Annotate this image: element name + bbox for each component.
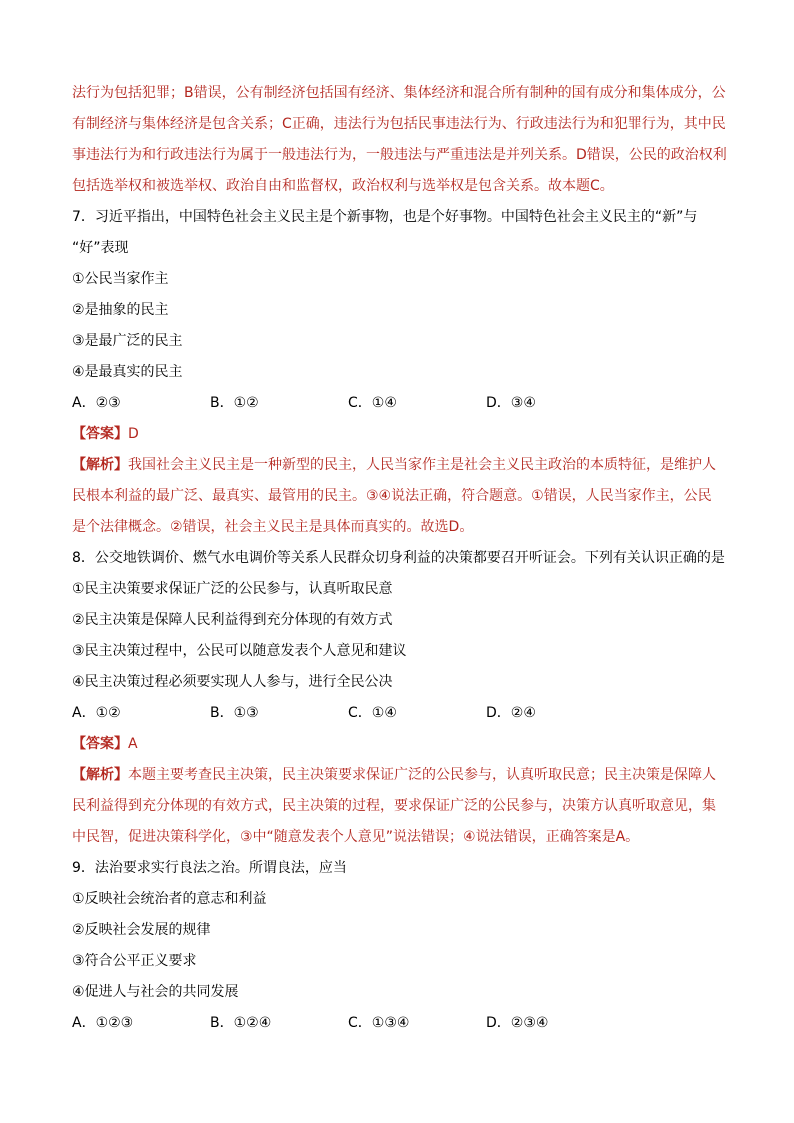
option-a: A．①②③ bbox=[72, 1015, 134, 1031]
option-d: D．②③④ bbox=[486, 1015, 549, 1031]
question-item: ①公民当家作主 bbox=[72, 271, 169, 287]
analysis-tag: 【解析】 bbox=[72, 457, 128, 473]
option-b: B．①②④ bbox=[210, 1015, 272, 1031]
answer-options bbox=[72, 388, 732, 419]
analysis-line: 有制经济与集体经济是包含关系；C正确，违法行为包括民事违法行为、行政违法行为和犯罪行为，其中民 bbox=[72, 116, 726, 132]
option-b: B．①② bbox=[210, 395, 259, 411]
question-item: ④民主决策过程必须要实现人人参与，进行全民公决 bbox=[72, 674, 393, 690]
question-item: ②反映社会发展的规律 bbox=[72, 922, 211, 938]
question-stem: 7．习近平指出，中国特色社会主义民主是个新事物，也是个好事物。中国特色社会主义民主的“新”与 bbox=[72, 209, 698, 225]
option-a: A．②③ bbox=[72, 395, 121, 411]
answer-tag: 【答案】 bbox=[72, 736, 128, 752]
option-d: D．②④ bbox=[486, 705, 536, 721]
question-item: ②民主决策是保障人民利益得到充分体现的有效方式 bbox=[72, 612, 393, 628]
analysis-line: 民根本利益的最广泛、最真实、最管用的民主。③④说法正确，符合题意。①错误，人民当家作主，公民 bbox=[72, 488, 712, 504]
question-item: ③符合公平正义要求 bbox=[72, 953, 197, 969]
answer-tag: 【答案】 bbox=[72, 426, 128, 442]
answer-value: A bbox=[128, 736, 138, 752]
analysis-line: 是个法律概念。②错误，社会主义民主是具体而真实的。故选D。 bbox=[72, 519, 474, 535]
analysis-line: 中民智，促进决策科学化，③中“随意发表个人意见”说法错误；④说法错误，正确答案是A。 bbox=[72, 829, 640, 845]
analysis-line: 包括选举权和被选举权、政治自由和监督权，政治权利与选举权是包含关系。故本题C。 bbox=[72, 178, 614, 194]
option-a: A．①② bbox=[72, 705, 121, 721]
analysis-line: 事违法行为和行政违法行为属于一般违法行为，一般违法与严重违法是并列关系。D错误，公民的政治权利 bbox=[72, 147, 727, 163]
analysis-text: 我国社会主义民主是一种新型的民主，人民当家作主是社会主义民主政治的本质特征，是维护人 bbox=[128, 457, 716, 473]
option-c: C．①④ bbox=[348, 395, 397, 411]
question-item: ④是最真实的民主 bbox=[72, 364, 183, 380]
question-stem: “好”表现 bbox=[72, 240, 129, 256]
analysis-line: 民利益得到充分体现的有效方式，民主决策的过程，要求保证广泛的公民参与，决策方认真听取意见，集 bbox=[72, 798, 716, 814]
analysis-line: 法行为包括犯罪；B错误，公有制经济包括国有经济、集体经济和混合所有制种的国有成分和集体成分，公 bbox=[72, 85, 726, 101]
option-c: C．①④ bbox=[348, 705, 397, 721]
answer-options bbox=[72, 698, 732, 729]
question-item: ②是抽象的民主 bbox=[72, 302, 169, 318]
answer-options bbox=[72, 1008, 732, 1039]
question-item: ①反映社会统治者的意志和利益 bbox=[72, 891, 267, 907]
analysis-text: 本题主要考查民主决策，民主决策要求保证广泛的公民参与，认真听取民意；民主决策是保障人 bbox=[128, 767, 716, 783]
analysis-line bbox=[72, 760, 732, 791]
answer-value: D bbox=[128, 426, 139, 442]
analysis-line bbox=[72, 450, 732, 481]
question-stem: 9．法治要求实行良法之治。所谓良法，应当 bbox=[72, 860, 347, 876]
question-stem: 8．公交地铁调价、燃气水电调价等关系人民群众切身利益的决策都要召开听证会。下列有关认识正确的是 bbox=[72, 550, 725, 566]
answer-line bbox=[72, 419, 732, 450]
question-item: ①民主决策要求保证广泛的公民参与，认真听取民意 bbox=[72, 581, 393, 597]
analysis-tag: 【解析】 bbox=[72, 767, 128, 783]
option-d: D．③④ bbox=[486, 395, 536, 411]
answer-line bbox=[72, 729, 732, 760]
option-b: B．①③ bbox=[210, 705, 259, 721]
question-item: ④促进人与社会的共同发展 bbox=[72, 984, 239, 1000]
option-c: C．①③④ bbox=[348, 1015, 410, 1031]
question-item: ③民主决策过程中，公民可以随意发表个人意见和建议 bbox=[72, 643, 407, 659]
question-item: ③是最广泛的民主 bbox=[72, 333, 183, 349]
document-page bbox=[72, 78, 732, 1039]
